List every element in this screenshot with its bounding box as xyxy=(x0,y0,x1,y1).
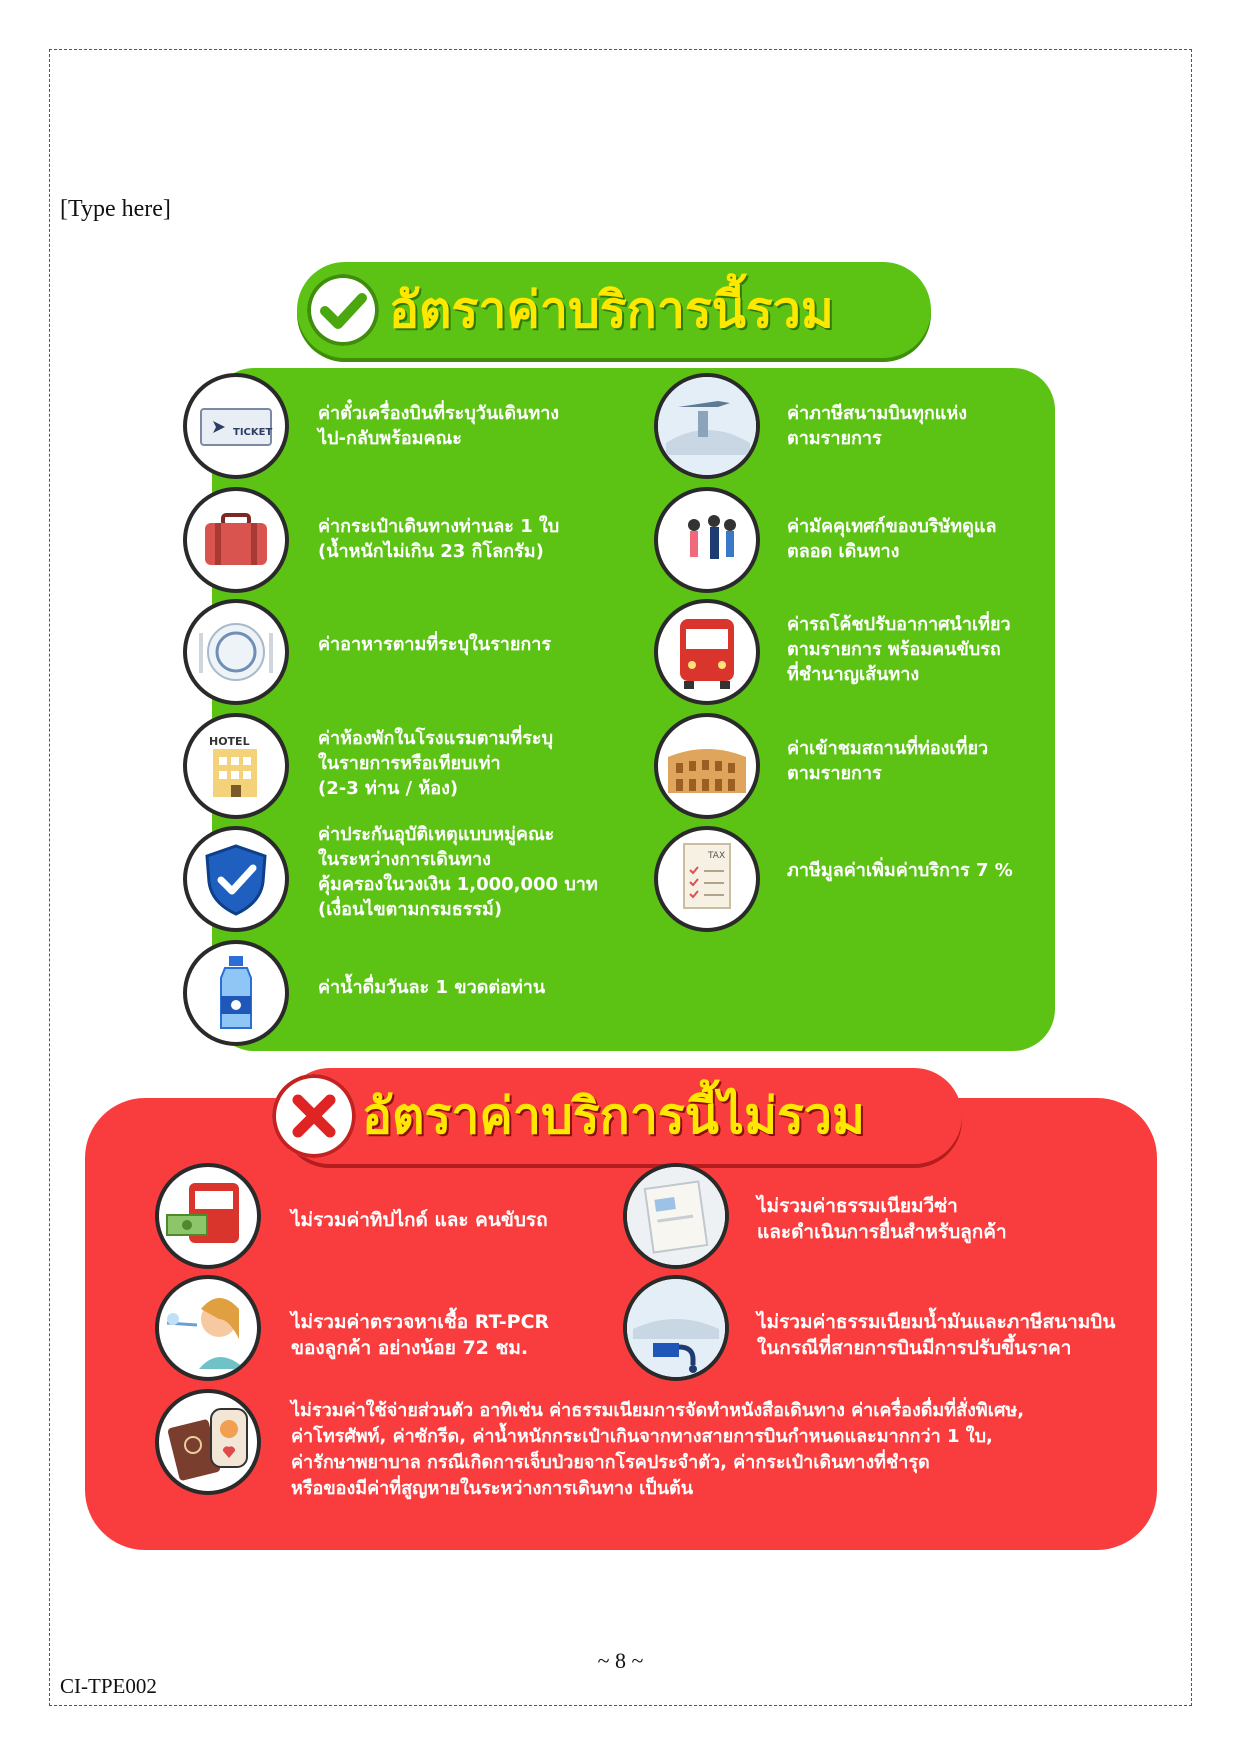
excluded-title-banner xyxy=(282,1068,962,1164)
svg-text:TICKET: TICKET xyxy=(233,427,273,438)
luggage-icon xyxy=(183,487,289,593)
tour-guide-icon xyxy=(654,487,760,593)
included-item-9: ค่าประกันอุบัติเหตุแบบหมู่คณะ ในระหว่างการเดินทาง คุ้มครองในวงเงิน 1,000,000 บาท (เงื่อนไขตามกรมธรรม์) xyxy=(318,824,598,920)
visa-document-icon xyxy=(623,1163,729,1269)
tax-document-icon xyxy=(654,826,760,932)
header-placeholder: [Type here] xyxy=(60,196,171,222)
included-title-banner xyxy=(297,262,931,358)
included-item-4: ค่ามัคคุเทศก์ของบริษัทดูแล ตลอด เดินทาง xyxy=(787,516,997,562)
insurance-shield-icon xyxy=(183,826,289,932)
excluded-item-4: ไม่รวมค่าธรรมเนียมน้ำมันและภาษีสนามบิน ในกรณีที่สายการบินมีการปรับขึ้นราคา xyxy=(757,1311,1116,1359)
bus-icon xyxy=(654,599,760,705)
excluded-item-2: ไม่รวมค่าธรรมเนียมวีซ่า และดำเนินการยื่นสำหรับลูกค้า xyxy=(757,1195,1007,1243)
tip-money-icon xyxy=(155,1163,261,1269)
included-item-6: ค่ารถโค้ชปรับอากาศนำเที่ยว ตามรายการ พร้อมคนขับรถ ที่ชำนาญเส้นทาง xyxy=(787,614,1011,685)
passport-personal-icon xyxy=(155,1389,261,1495)
x-mark-icon xyxy=(272,1074,356,1158)
excluded-title: อัตราค่าบริการนี้ไม่รวม xyxy=(362,1087,865,1145)
excluded-item-1: ไม่รวมค่าทิปไกด์ และ คนขับรถ xyxy=(291,1209,548,1231)
included-item-2: ค่าภาษีสนามบินทุกแห่ง ตามรายการ xyxy=(787,403,967,449)
included-item-10: ภาษีมูลค่าเพิ่มค่าบริการ 7 % xyxy=(787,860,1013,881)
svg-text:HOTEL: HOTEL xyxy=(209,735,250,748)
included-panel xyxy=(212,368,1055,1051)
document-code: CI-TPE002 xyxy=(60,1674,157,1698)
included-item-8: ค่าเข้าชมสถานที่ท่องเที่ยว ตามรายการ xyxy=(787,738,989,784)
included-item-5: ค่าอาหารตามที่ระบุในรายการ xyxy=(318,634,552,655)
fuel-airport-icon xyxy=(623,1275,729,1381)
included-item-3: ค่ากระเป๋าเดินทางท่านละ 1 ใบ (น้ำหนักไม่เกิน 23 กิโลกรัม) xyxy=(318,516,560,562)
ticket-icon xyxy=(183,373,289,479)
airport-icon xyxy=(654,373,760,479)
hotel-icon xyxy=(183,713,289,819)
included-item-11: ค่าน้ำดื่มวันละ 1 ขวดต่อท่าน xyxy=(318,977,546,998)
page-number: ~ 8 ~ xyxy=(597,1648,644,1673)
included-item-7: ค่าห้องพักในโรงแรมตามที่ระบุ ในรายการหรือเทียบเท่า (2-3 ท่าน / ห้อง) xyxy=(318,728,554,799)
meal-icon xyxy=(183,599,289,705)
svg-text:TAX: TAX xyxy=(708,851,726,861)
excluded-item-5: ไม่รวมค่าใช้จ่ายส่วนตัว อาทิเช่น ค่าธรรมเนียมการจัดทำหนังสือเดินทาง ค่าเครื่องดื่มที่สั่งพิเศษ, ค่าโทรศัพท์, ค่าซักรีด, ค่าน้ำหนักกระเป๋าเกินจากทางสายการบินกำหนดและมากกว่า 1 ใบ, ค่ารักษาพยาบาล กรณีเกิดการเจ็บป่วยจากโรคประจำตัว, ค่ากระเป๋าเดินทางที่ชำรุด หรือของมีค่าที่สูญหายในระหว่างการเดินทาง เป็นต้น xyxy=(291,1400,1025,1499)
colosseum-icon xyxy=(654,713,760,819)
rt-pcr-test-icon xyxy=(155,1275,261,1381)
included-item-1: ค่าตั๋วเครื่องบินที่ระบุวันเดินทาง ไป-กลับพร้อมคณะ xyxy=(318,403,560,449)
water-bottle-icon xyxy=(183,940,289,1046)
excluded-item-3: ไม่รวมค่าตรวจหาเชื้อ RT-PCR ของลูกค้า อย่างน้อย 72 ชม. xyxy=(291,1311,550,1359)
included-title: อัตราค่าบริการนี้รวม xyxy=(389,281,834,339)
check-icon xyxy=(307,274,379,346)
